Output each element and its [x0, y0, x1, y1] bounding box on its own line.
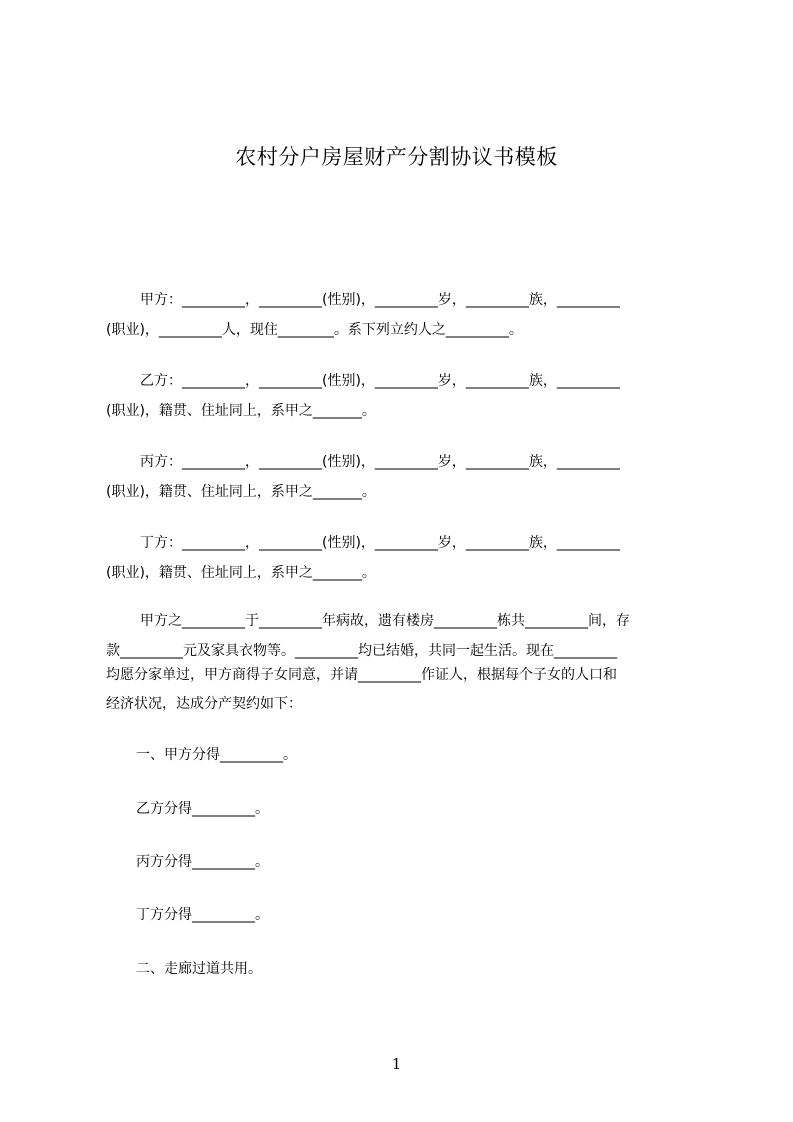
background-line-4: 经济状况，达成分产契约如下： — [106, 696, 302, 712]
background-line-3: 均愿分家单过，甲方商得子女同意，并请_________作证人，根据每个子女的人口和 — [106, 667, 617, 683]
party-d-line-1: 丁方：_________，_________(性别)，_________岁，_________族，_________ — [140, 535, 620, 551]
clause-1: 一、甲方分得_________。 — [136, 747, 297, 763]
party-c-line-2: (职业)，籍贯、住址同上，系甲之_______。 — [106, 484, 376, 500]
clause-1-party-c: 丙方分得_________。 — [136, 854, 269, 870]
party-a-line-1: 甲方：_________，_________(性别)，_________岁，_________族，_________ — [140, 292, 620, 308]
background-line-1: 甲方之_________于_________年病故，遗有楼房_________栋共_________间，存 — [140, 613, 630, 629]
background-line-2: 款_________元及家具衣物等。_________均已结婚，共同一起生活。现在_________ — [106, 643, 617, 659]
page-title: 农村分户房屋财产分割协议书模板 — [235, 145, 558, 169]
party-b-line-2: (职业)，籍贯、住址同上，系甲之_______。 — [106, 403, 376, 419]
party-c-line-1: 丙方：_________，_________(性别)，_________岁，_________族，_________ — [140, 454, 620, 470]
party-b-line-1: 乙方：_________，_________(性别)，_________岁，_________族，_________ — [140, 373, 620, 389]
clause-1-party-d: 丁方分得_________。 — [136, 907, 269, 923]
clause-1-party-b: 乙方分得_________。 — [136, 801, 269, 817]
party-a-line-2: (职业)，_________人，现住________。系下列立约人之_________。 — [106, 322, 523, 338]
party-d-line-2: (职业)，籍贯、住址同上，系甲之_______。 — [106, 565, 376, 581]
clause-2: 二、走廊过道共用。 — [136, 961, 262, 977]
page-number: 1 — [391, 1055, 402, 1073]
